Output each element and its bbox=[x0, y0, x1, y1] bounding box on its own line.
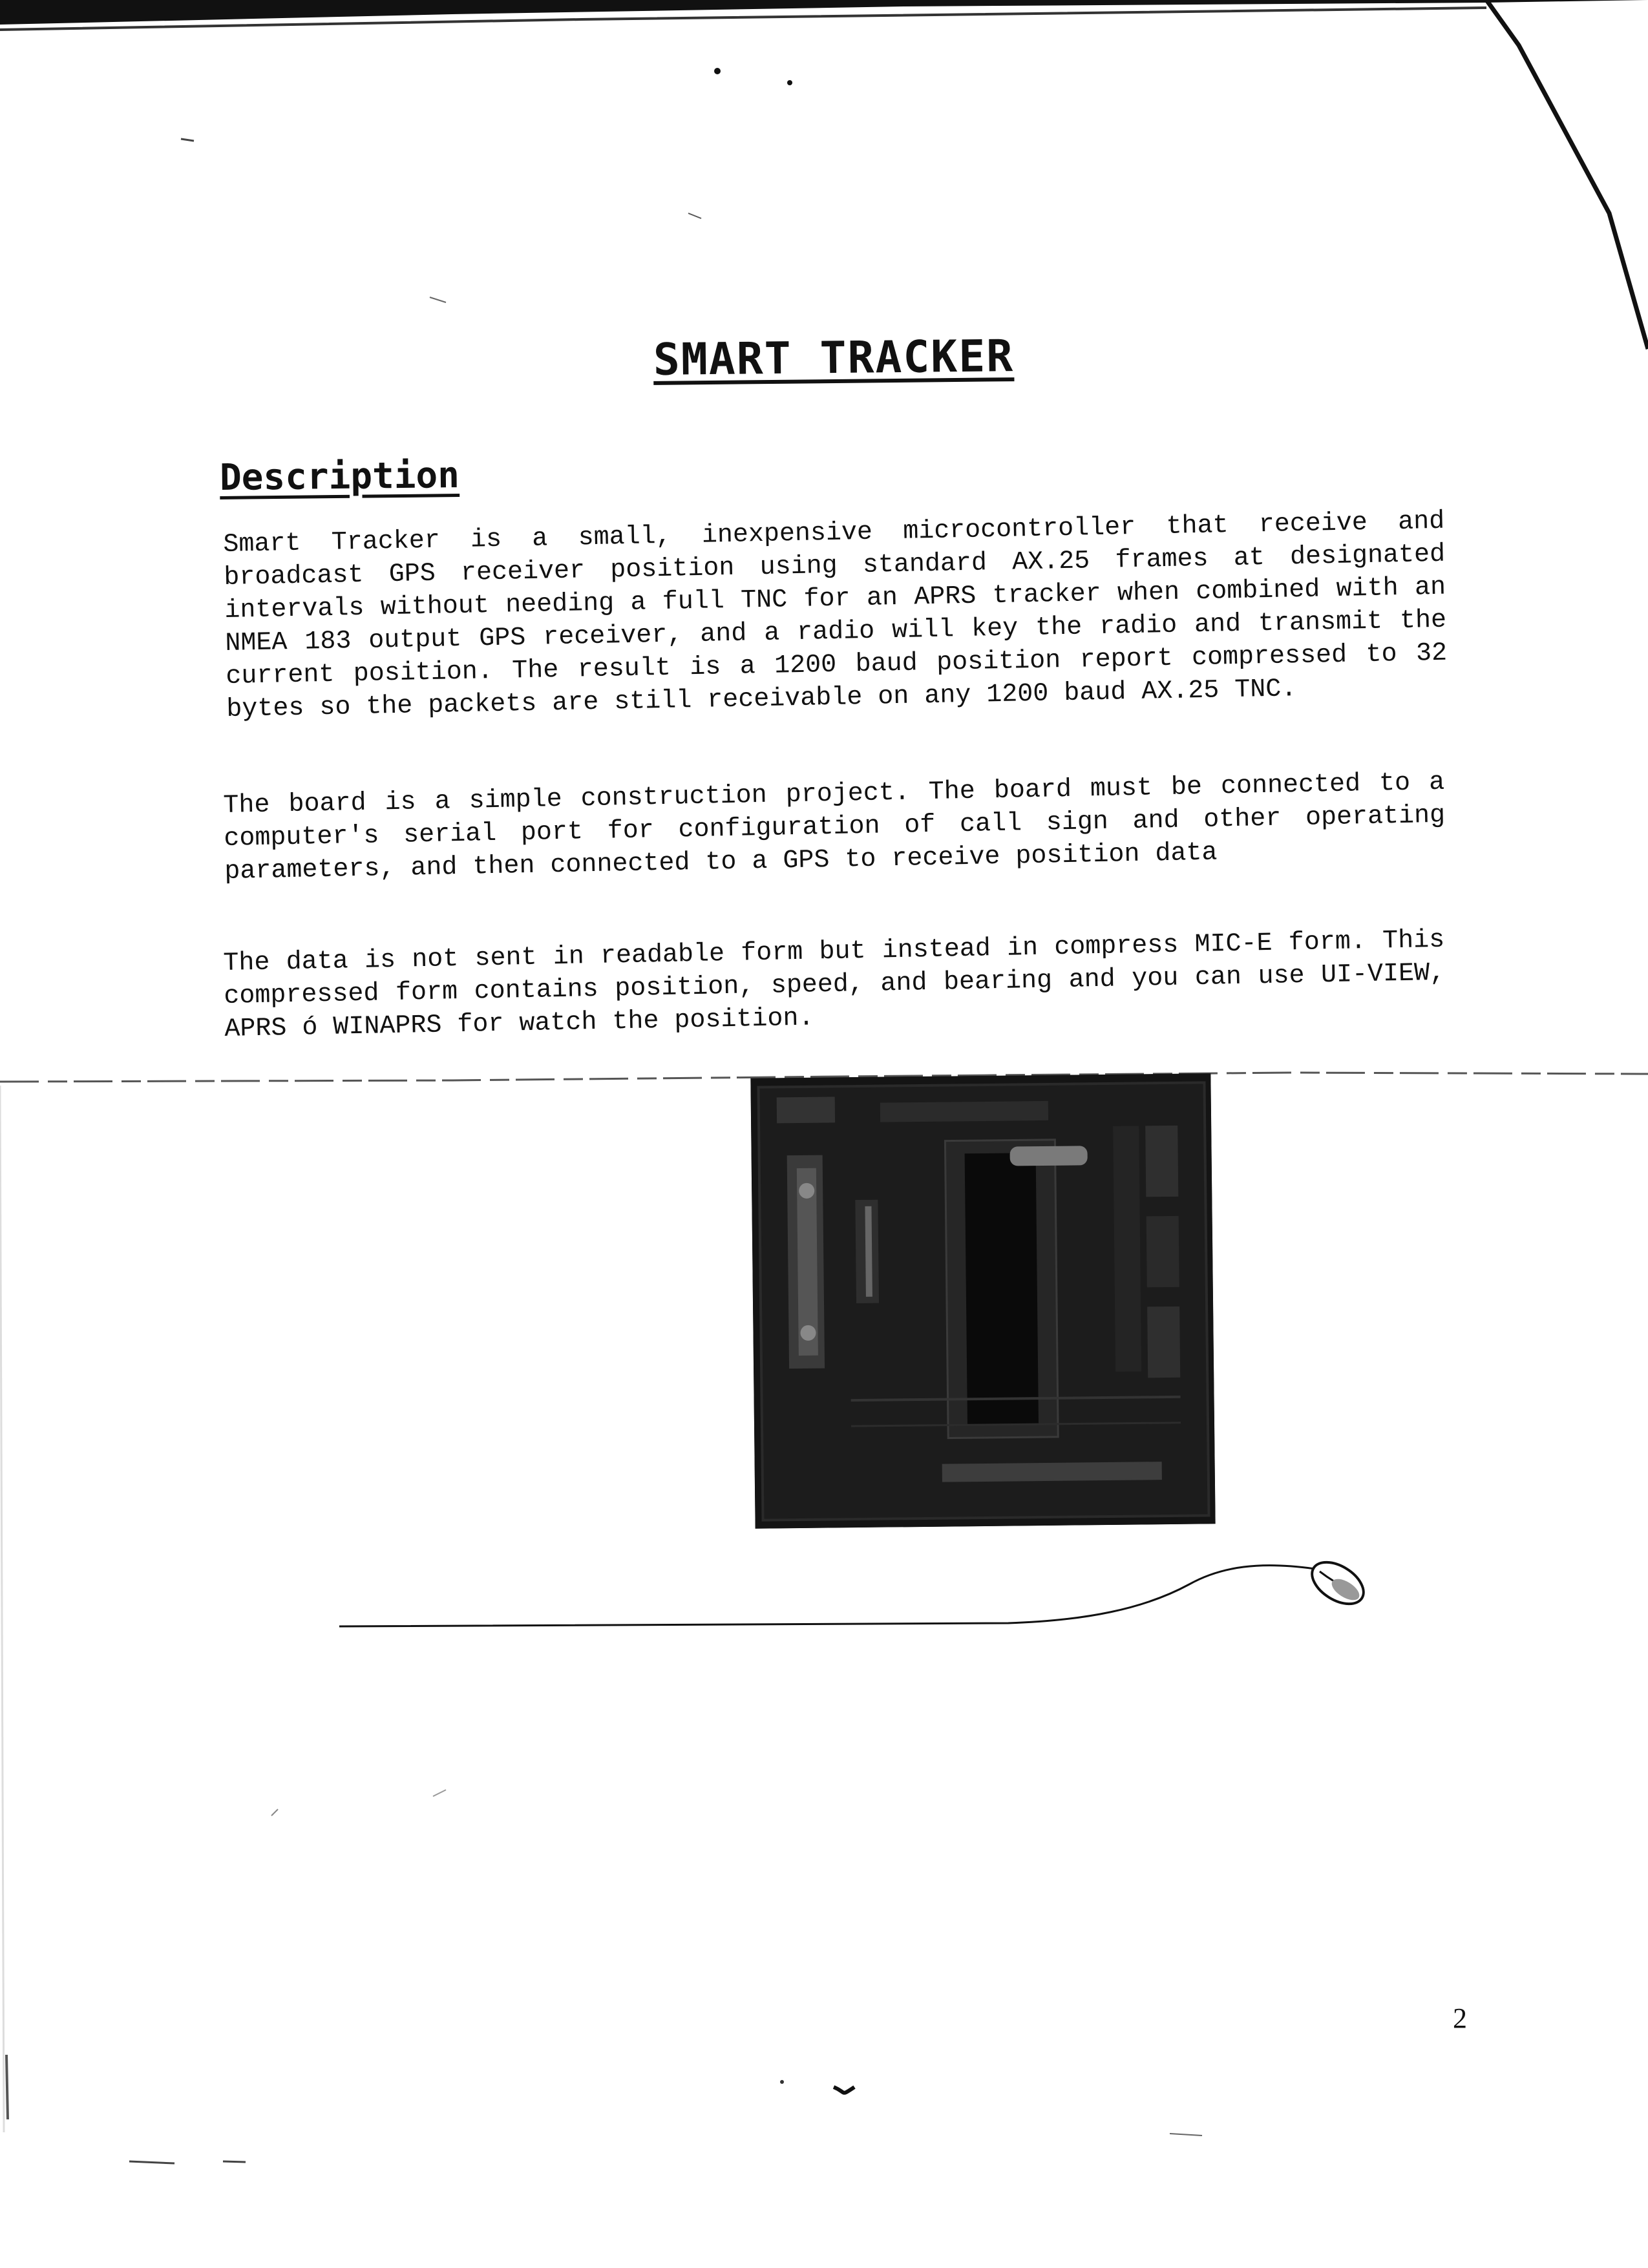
description-paragraph-3: The data is not sent in readable form but instead in compress MIC-E form. This compressed form contains position, speed, and bearing and you can use UI-VIEW, APRS ó WINAPRS for watch the position. bbox=[223, 925, 1446, 1044]
description-paragraph-2: The board is a simple construction project. The board must be connected to a computer's serial port for configuration of call sign and other operating parameters, and then connected to a GPS to receive position data bbox=[223, 768, 1446, 887]
circuit-board-photo bbox=[750, 1073, 1215, 1528]
computer-mouse-drawing bbox=[330, 1538, 1377, 1628]
page-corner-fold-line bbox=[0, 0, 1648, 388]
page-number: 2 bbox=[1453, 2002, 1467, 2034]
description-paragraph-1: Smart Tracker is a small, inexpensive microcontroller that receive and broadcast GPS receiver position using standard AX.25 frames at designated intervals without needing a full TNC for an APRS tracker when combined with an NMEA 183 output GPS receiver, and a radio will key the radio and transmit the current position. The result is a 1200 baud position report compressed to 32 bytes so the packets are still receivable on any 1200 baud AX.25 TNC. bbox=[223, 507, 1448, 724]
document-title: SMART TRACKER bbox=[653, 331, 1015, 386]
section-heading-description: Description bbox=[219, 454, 460, 499]
